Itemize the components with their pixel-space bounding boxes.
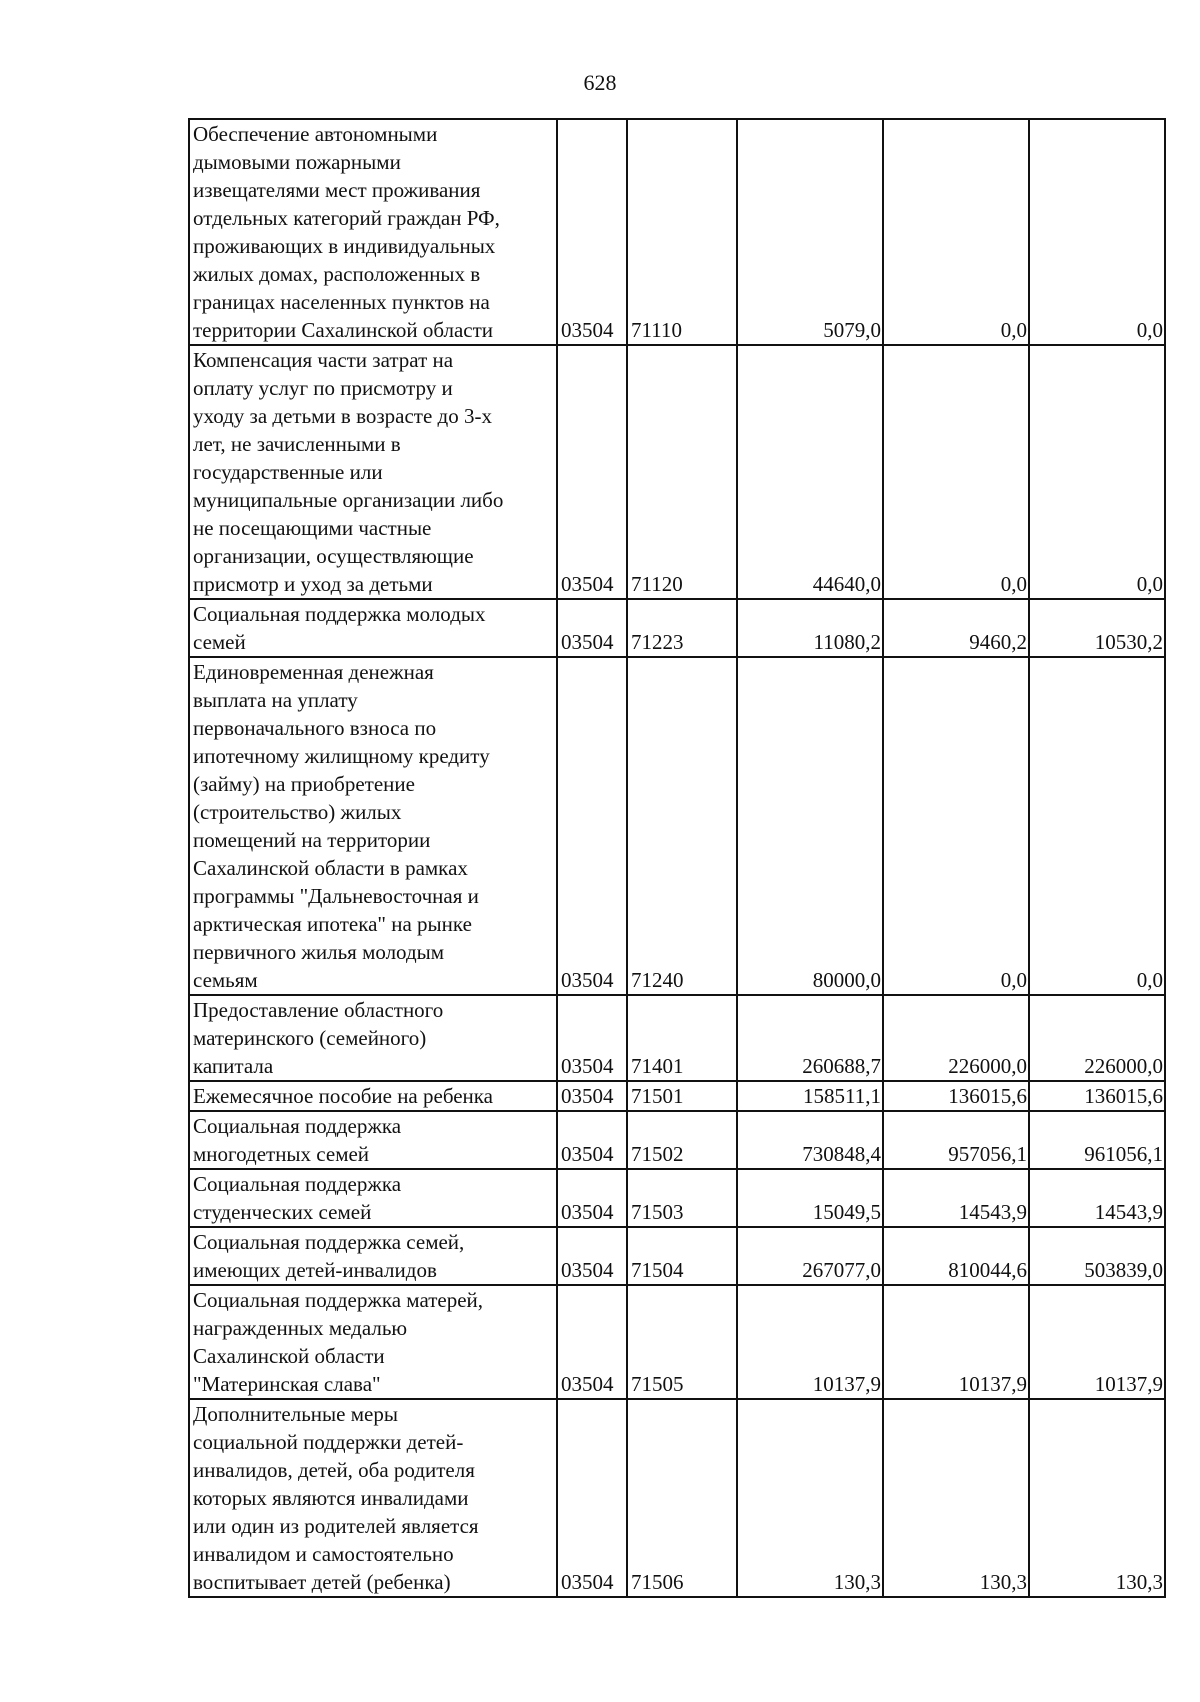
row-description: Социальная поддержка молодых семей bbox=[189, 599, 557, 657]
article-code: 71223 bbox=[627, 599, 737, 657]
amount-year-3: 136015,6 bbox=[1029, 1081, 1165, 1111]
amount-year-2: 957056,1 bbox=[883, 1111, 1029, 1169]
amount-year-1: 260688,7 bbox=[737, 995, 883, 1081]
section-code: 03504 bbox=[557, 1399, 627, 1597]
amount-year-3: 226000,0 bbox=[1029, 995, 1165, 1081]
row-description: Компенсация части затрат на оплату услуг по присмотру и уходу за детьми в возрасте до 3-х лет, не зачисленными в государственные или муниципальные организации либо не посещающими частные организации, осуществляющие присмотр и уход за детьми bbox=[189, 345, 557, 599]
amount-year-3: 10530,2 bbox=[1029, 599, 1165, 657]
section-code: 03504 bbox=[557, 119, 627, 345]
budget-table-body bbox=[189, 119, 1165, 1597]
amount-year-1: 158511,1 bbox=[737, 1081, 883, 1111]
amount-year-3: 0,0 bbox=[1029, 119, 1165, 345]
row-description: Социальная поддержка семей, имеющих детей-инвалидов bbox=[189, 1227, 557, 1285]
article-code: 71506 bbox=[627, 1399, 737, 1597]
row-description: Социальная поддержка многодетных семей bbox=[189, 1111, 557, 1169]
row-description: Предоставление областного материнского (семейного) капитала bbox=[189, 995, 557, 1081]
amount-year-3: 961056,1 bbox=[1029, 1111, 1165, 1169]
article-code: 71504 bbox=[627, 1227, 737, 1285]
table-row bbox=[189, 1081, 1165, 1111]
amount-year-3: 130,3 bbox=[1029, 1399, 1165, 1597]
section-code: 03504 bbox=[557, 1227, 627, 1285]
section-code: 03504 bbox=[557, 657, 627, 995]
amount-year-2: 14543,9 bbox=[883, 1169, 1029, 1227]
article-code: 71401 bbox=[627, 995, 737, 1081]
table-row bbox=[189, 657, 1165, 995]
table-row bbox=[189, 1399, 1165, 1597]
section-code: 03504 bbox=[557, 995, 627, 1081]
table-row bbox=[189, 119, 1165, 345]
amount-year-1: 15049,5 bbox=[737, 1169, 883, 1227]
amount-year-1: 267077,0 bbox=[737, 1227, 883, 1285]
row-description: Дополнительные меры социальной поддержки детей- инвалидов, детей, оба родителя которых являются инвалидами или один из родителей является инвалидом и самостоятельно воспитывает детей (ребенка) bbox=[189, 1399, 557, 1597]
amount-year-1: 80000,0 bbox=[737, 657, 883, 995]
amount-year-2: 10137,9 bbox=[883, 1285, 1029, 1399]
table-row bbox=[189, 345, 1165, 599]
article-code: 71502 bbox=[627, 1111, 737, 1169]
amount-year-1: 10137,9 bbox=[737, 1285, 883, 1399]
article-code: 71503 bbox=[627, 1169, 737, 1227]
amount-year-1: 130,3 bbox=[737, 1399, 883, 1597]
article-code: 71110 bbox=[627, 119, 737, 345]
row-description: Единовременная денежная выплата на уплату первоначального взноса по ипотечному жилищному кредиту (займу) на приобретение (строительство) жилых помещений на территории Сахалинской области в рамках программы "Дальневосточная и арктическая ипотека" на рынке первичного жилья молодым семьям bbox=[189, 657, 557, 995]
page-number: 628 bbox=[583, 70, 617, 95]
amount-year-1: 11080,2 bbox=[737, 599, 883, 657]
section-code: 03504 bbox=[557, 599, 627, 657]
amount-year-3: 0,0 bbox=[1029, 657, 1165, 995]
amount-year-2: 130,3 bbox=[883, 1399, 1029, 1597]
row-description: Социальная поддержка студенческих семей bbox=[189, 1169, 557, 1227]
article-code: 71240 bbox=[627, 657, 737, 995]
amount-year-2: 136015,6 bbox=[883, 1081, 1029, 1111]
table-row bbox=[189, 599, 1165, 657]
table-row bbox=[189, 1227, 1165, 1285]
amount-year-2: 9460,2 bbox=[883, 599, 1029, 657]
amount-year-1: 44640,0 bbox=[737, 345, 883, 599]
amount-year-1: 5079,0 bbox=[737, 119, 883, 345]
amount-year-1: 730848,4 bbox=[737, 1111, 883, 1169]
amount-year-3: 10137,9 bbox=[1029, 1285, 1165, 1399]
amount-year-3: 0,0 bbox=[1029, 345, 1165, 599]
article-code: 71501 bbox=[627, 1081, 737, 1111]
budget-table bbox=[188, 118, 1166, 1598]
amount-year-2: 0,0 bbox=[883, 119, 1029, 345]
section-code: 03504 bbox=[557, 1081, 627, 1111]
section-code: 03504 bbox=[557, 345, 627, 599]
section-code: 03504 bbox=[557, 1111, 627, 1169]
section-code: 03504 bbox=[557, 1285, 627, 1399]
section-code: 03504 bbox=[557, 1169, 627, 1227]
table-row bbox=[189, 1111, 1165, 1169]
amount-year-2: 810044,6 bbox=[883, 1227, 1029, 1285]
article-code: 71120 bbox=[627, 345, 737, 599]
table-row bbox=[189, 1285, 1165, 1399]
amount-year-3: 14543,9 bbox=[1029, 1169, 1165, 1227]
table-row bbox=[189, 1169, 1165, 1227]
amount-year-2: 0,0 bbox=[883, 345, 1029, 599]
row-description: Ежемесячное пособие на ребенка bbox=[189, 1081, 557, 1111]
row-description: Социальная поддержка матерей, награжденных медалью Сахалинской области "Материнская слава" bbox=[189, 1285, 557, 1399]
amount-year-2: 226000,0 bbox=[883, 995, 1029, 1081]
row-description: Обеспечение автономными дымовыми пожарными извещателями мест проживания отдельных категорий граждан РФ, проживающих в индивидуальных жилых домах, расположенных в границах населенных пунктов на территории Сахалинской области bbox=[189, 119, 557, 345]
article-code: 71505 bbox=[627, 1285, 737, 1399]
amount-year-3: 503839,0 bbox=[1029, 1227, 1165, 1285]
table-row bbox=[189, 995, 1165, 1081]
amount-year-2: 0,0 bbox=[883, 657, 1029, 995]
